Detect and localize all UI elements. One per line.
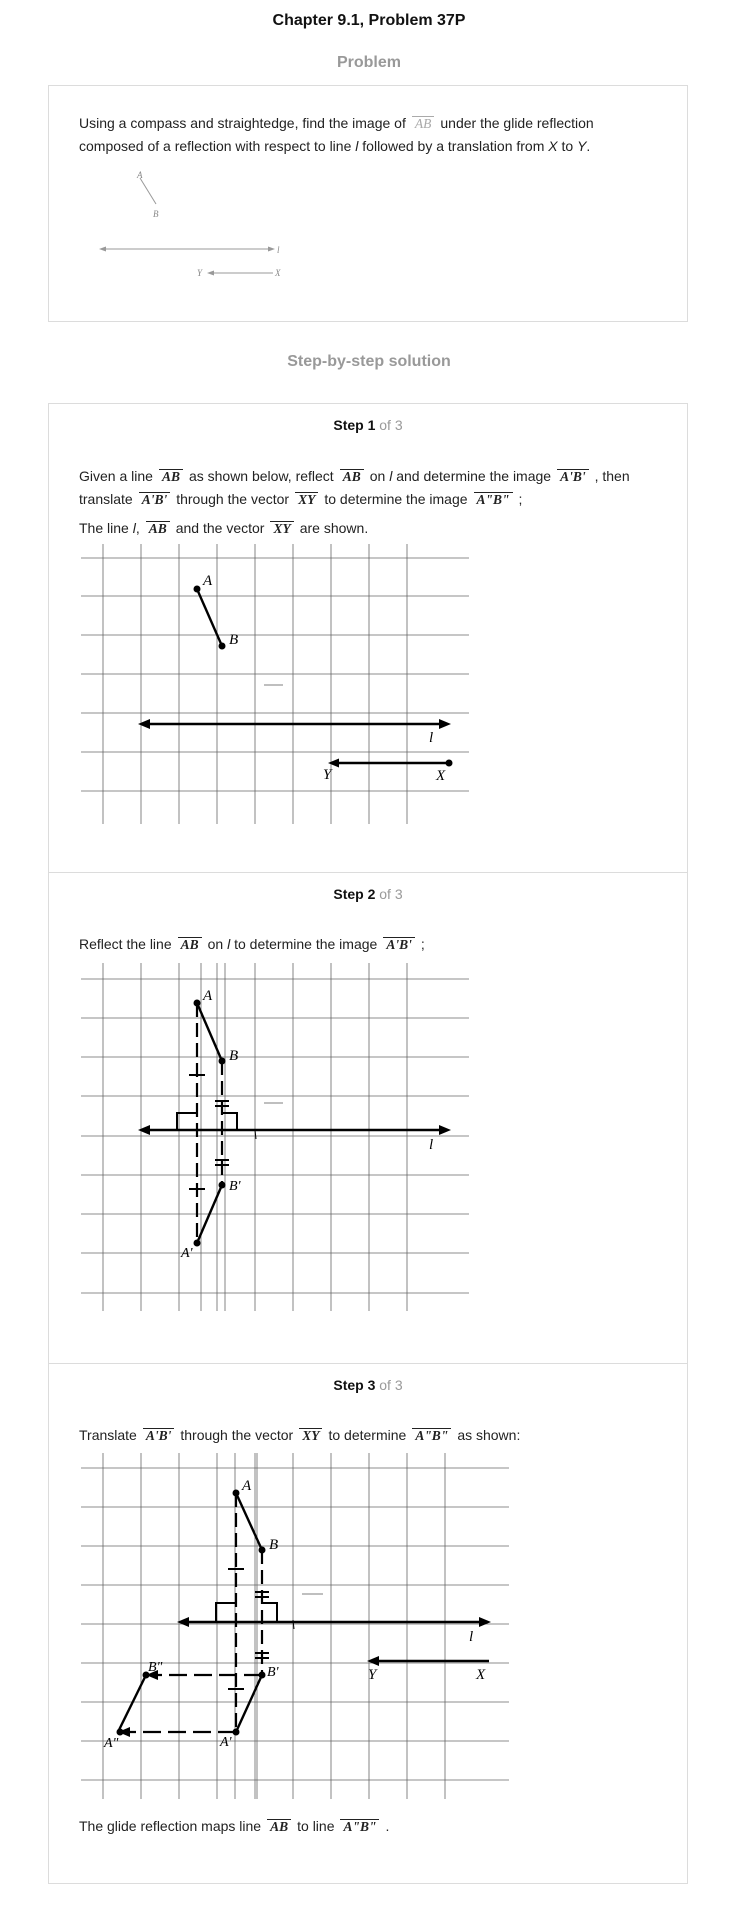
point-a bbox=[233, 1490, 240, 1497]
point-a2 bbox=[117, 1729, 124, 1736]
problem-text: Using a compass and straightedge, find the image of bbox=[79, 115, 406, 131]
right-angle-mark bbox=[177, 1113, 197, 1130]
label-b: B bbox=[229, 632, 239, 648]
step-3-header bbox=[49, 1377, 687, 1393]
line-l-label: l bbox=[389, 468, 393, 484]
step-text: and determine the image bbox=[396, 468, 552, 484]
step-text: as shown below, reflect bbox=[188, 468, 334, 484]
problem-box bbox=[48, 85, 688, 322]
arrow-right-icon bbox=[439, 719, 451, 729]
point-y-label: Y bbox=[577, 138, 587, 154]
label-l: l bbox=[429, 1137, 434, 1153]
step-count: of 3 bbox=[379, 417, 403, 433]
segment-label: A'B' bbox=[557, 469, 589, 484]
arrow-right-icon bbox=[268, 247, 275, 252]
step-text: Translate bbox=[79, 1427, 137, 1443]
point-b1 bbox=[219, 1182, 226, 1189]
step-label: Step 2 bbox=[333, 886, 376, 902]
step-2-box bbox=[48, 872, 688, 1363]
line-l-label: l bbox=[355, 138, 359, 154]
label-a1: A' bbox=[181, 1246, 193, 1261]
step-1-line-3 bbox=[79, 517, 368, 540]
segment-label: XY bbox=[299, 1428, 322, 1443]
label-y: Y bbox=[368, 1667, 377, 1683]
problem-figure bbox=[49, 86, 689, 323]
step-3-box bbox=[48, 1363, 688, 1884]
step-text: are shown. bbox=[299, 520, 369, 536]
problem-text: composed of a reflection with respect to line bbox=[79, 138, 352, 154]
segment-label: XY bbox=[295, 492, 318, 507]
grid-lines bbox=[81, 963, 469, 1311]
segment-label: AB bbox=[267, 1819, 291, 1834]
grid-lines bbox=[81, 1453, 509, 1799]
step-text: Reflect the line bbox=[79, 936, 172, 952]
point-a1 bbox=[194, 1240, 201, 1247]
point-b1 bbox=[259, 1672, 266, 1679]
segment-label: A'B' bbox=[143, 1428, 175, 1443]
line-l-label: l bbox=[227, 936, 231, 952]
fig-label-y: Y bbox=[197, 268, 203, 278]
label-l: l bbox=[469, 1629, 474, 1645]
page-title: Chapter 9.1, Problem 37P bbox=[272, 12, 466, 29]
step-1-line-2 bbox=[79, 488, 522, 511]
step-text: to determine the image bbox=[324, 491, 468, 507]
arrow-left-icon bbox=[99, 247, 106, 252]
label-b1: B' bbox=[267, 1665, 279, 1680]
arrow-right-icon bbox=[479, 1617, 491, 1627]
problem-text: to bbox=[561, 138, 574, 154]
step-text: on bbox=[207, 936, 224, 952]
step-text: . bbox=[385, 1818, 390, 1834]
label-a: A bbox=[203, 988, 213, 1004]
solution-heading: Step-by-step solution bbox=[287, 353, 451, 370]
step-2-figure bbox=[49, 963, 689, 1343]
segment-a1b1-line bbox=[236, 1675, 262, 1732]
point-b bbox=[219, 1058, 226, 1065]
segment-label: A"B" bbox=[340, 1819, 379, 1834]
point-x-label: X bbox=[548, 138, 558, 154]
step-count: of 3 bbox=[379, 886, 403, 902]
segment-label: AB bbox=[159, 469, 183, 484]
fig-label-a: A bbox=[137, 170, 143, 180]
problem-heading: Problem bbox=[336, 54, 401, 71]
step-1-figure bbox=[49, 544, 689, 874]
segment-a2b2-line bbox=[118, 1675, 146, 1732]
label-a2: A" bbox=[104, 1736, 119, 1751]
step-2-header bbox=[49, 886, 687, 902]
label-x: X bbox=[476, 1667, 486, 1683]
step-text: through the vector bbox=[176, 491, 290, 507]
point-b bbox=[219, 643, 226, 650]
label-b1: B' bbox=[229, 1179, 241, 1194]
arrow-left-icon bbox=[138, 719, 150, 729]
step-text: and the vector bbox=[175, 520, 265, 536]
arrow-left-icon bbox=[207, 271, 214, 276]
problem-text: . bbox=[586, 138, 591, 154]
fig-label-x: X bbox=[275, 268, 281, 278]
step-text: ; bbox=[518, 491, 523, 507]
right-angle-mark bbox=[222, 1113, 237, 1130]
segment-label: A'B' bbox=[383, 937, 415, 952]
step-1-box bbox=[48, 403, 688, 872]
fig-label-l: l bbox=[277, 245, 280, 255]
step-1-header bbox=[49, 417, 687, 433]
segment-label: XY bbox=[270, 521, 293, 536]
step-text: to line bbox=[297, 1818, 335, 1834]
step-text: ; bbox=[420, 936, 425, 952]
label-y: Y bbox=[323, 767, 332, 783]
segment-label: AB bbox=[178, 937, 202, 952]
step-text: to determine bbox=[328, 1427, 407, 1443]
label-a1: A' bbox=[220, 1735, 232, 1750]
step-text: to determine the image bbox=[234, 936, 378, 952]
step-label: Step 3 bbox=[333, 1377, 376, 1393]
point-a1 bbox=[233, 1729, 240, 1736]
segment-label: A"B" bbox=[412, 1428, 451, 1443]
line-l-label: l bbox=[132, 520, 136, 536]
step-text: Given a line bbox=[79, 468, 153, 484]
problem-text: under the glide reflection bbox=[440, 115, 594, 131]
segment-ab-line bbox=[140, 178, 156, 204]
step-text: through the vector bbox=[180, 1427, 294, 1443]
step-1-line-1 bbox=[79, 465, 630, 488]
label-b2: B" bbox=[148, 1660, 163, 1675]
point-a bbox=[194, 1000, 201, 1007]
label-b: B bbox=[229, 1048, 239, 1064]
grid-lines bbox=[81, 544, 469, 824]
segment-ab-line bbox=[197, 589, 222, 646]
point-b bbox=[259, 1547, 266, 1554]
step-3-figure bbox=[49, 1453, 689, 1833]
step-text: translate bbox=[79, 491, 133, 507]
step-text: , then bbox=[594, 468, 630, 484]
right-angle-mark bbox=[262, 1603, 277, 1622]
segment-label: A"B" bbox=[474, 492, 513, 507]
label-x: X bbox=[436, 768, 446, 784]
step-3-line-1 bbox=[79, 1424, 520, 1447]
arrow-right-icon bbox=[439, 1125, 451, 1135]
point-a bbox=[194, 586, 201, 593]
step-text: on bbox=[369, 468, 386, 484]
label-l: l bbox=[429, 730, 434, 746]
label-b: B bbox=[269, 1537, 279, 1553]
step-text: The line bbox=[79, 520, 129, 536]
problem-text: followed by a translation from bbox=[362, 138, 545, 154]
step-label: Step 1 bbox=[333, 417, 376, 433]
step-count: of 3 bbox=[379, 1377, 403, 1393]
label-a: A bbox=[242, 1478, 252, 1494]
fig-label-b: B bbox=[153, 209, 159, 219]
right-angle-mark bbox=[216, 1603, 236, 1622]
point-x bbox=[446, 760, 453, 767]
step-text: The glide reflection maps line bbox=[79, 1818, 262, 1834]
step-text: as shown: bbox=[457, 1427, 521, 1443]
segment-ab-line bbox=[236, 1493, 262, 1550]
label-a: A bbox=[203, 573, 213, 589]
step-3-line-2 bbox=[79, 1815, 389, 1838]
segment-label: AB bbox=[146, 521, 170, 536]
segment-label: A'B' bbox=[139, 492, 171, 507]
segment-label: AB bbox=[340, 469, 364, 484]
arrow-left-icon bbox=[138, 1125, 150, 1135]
segment-ab: AB bbox=[412, 116, 435, 131]
step-2-line-1 bbox=[79, 933, 425, 956]
step-text: , bbox=[135, 520, 140, 536]
